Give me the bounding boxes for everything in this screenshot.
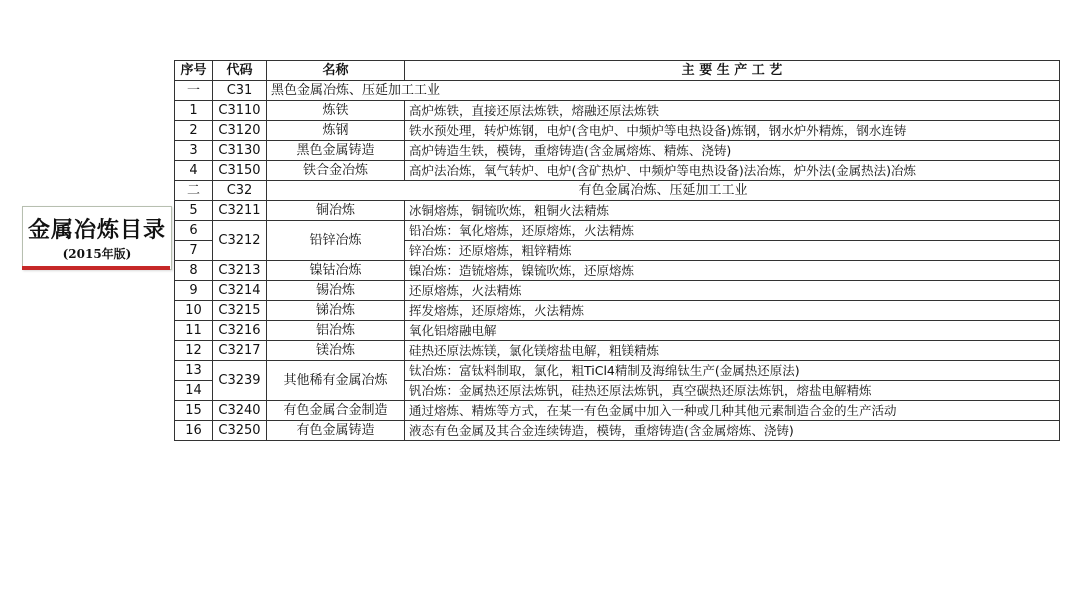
row-no: 12 [175, 341, 213, 361]
section-no: 二 [175, 181, 213, 201]
row-process: 钒冶炼：金属热还原法炼钒，硅热还原法炼钒，真空碳热还原法炼钒，熔盐电解精炼 [405, 381, 1060, 401]
row-code: C3250 [213, 421, 267, 441]
row-process: 通过熔炼、精炼等方式，在某一有色金属中加入一种或几种其他元素制造合金的生产活动 [405, 401, 1060, 421]
row-code: C3214 [213, 281, 267, 301]
row-name: 有色金属合金制造 [267, 401, 405, 421]
row-name: 锑冶炼 [267, 301, 405, 321]
section-row-ferrous [175, 81, 1060, 101]
row-process: 冰铜熔炼，铜锍吹炼，粗铜火法精炼 [405, 201, 1060, 221]
table-row [175, 261, 1060, 281]
row-name: 锡冶炼 [267, 281, 405, 301]
row-process: 镍冶炼：造锍熔炼，镍锍吹炼，还原熔炼 [405, 261, 1060, 281]
row-no: 15 [175, 401, 213, 421]
row-process: 高炉法冶炼，氧气转炉、电炉(含矿热炉、中频炉等电热设备)法冶炼，炉外法(金属热法)冶炼 [405, 161, 1060, 181]
row-no: 13 [175, 361, 213, 381]
row-process: 氧化铝熔融电解 [405, 321, 1060, 341]
table-row [175, 421, 1060, 441]
table-row [175, 221, 1060, 241]
row-name: 铅锌冶炼 [267, 221, 405, 261]
table-row [175, 361, 1060, 381]
row-code: C3110 [213, 101, 267, 121]
table-row [175, 401, 1060, 421]
row-code: C3211 [213, 201, 267, 221]
row-name: 铜冶炼 [267, 201, 405, 221]
section-row-nonferrous [175, 181, 1060, 201]
row-no: 5 [175, 201, 213, 221]
metal-smelting-table [174, 60, 1060, 441]
row-no: 8 [175, 261, 213, 281]
row-code: C3215 [213, 301, 267, 321]
table-row [175, 281, 1060, 301]
row-name: 有色金属铸造 [267, 421, 405, 441]
section-no: 一 [175, 81, 213, 101]
row-name: 铁合金冶炼 [267, 161, 405, 181]
row-process: 挥发熔炼，还原熔炼，火法精炼 [405, 301, 1060, 321]
section-code: C32 [213, 181, 267, 201]
row-code: C3120 [213, 121, 267, 141]
red-underline [22, 266, 170, 270]
row-code: C3217 [213, 341, 267, 361]
row-no: 7 [175, 241, 213, 261]
row-no: 6 [175, 221, 213, 241]
table-row [175, 321, 1060, 341]
row-process: 高炉铸造生铁，模铸，重熔铸造(含金属熔炼、精炼、浇铸) [405, 141, 1060, 161]
section-name: 黑色金属冶炼、压延加工工业 [267, 81, 1060, 101]
header-row [175, 61, 1060, 81]
row-process: 钛冶炼：富钛料制取，氯化，粗TiCl4精制及海绵钛生产(金属热还原法) [405, 361, 1060, 381]
catalog-subtitle: (2015年版) [62, 247, 132, 261]
row-no: 14 [175, 381, 213, 401]
row-code: C3239 [213, 361, 267, 401]
row-process: 还原熔炼，火法精炼 [405, 281, 1060, 301]
row-name: 黑色金属铸造 [267, 141, 405, 161]
row-name: 铝冶炼 [267, 321, 405, 341]
table-row [175, 341, 1060, 361]
table-row [175, 101, 1060, 121]
row-no: 11 [175, 321, 213, 341]
table-row [175, 201, 1060, 221]
row-no: 2 [175, 121, 213, 141]
table-row [175, 161, 1060, 181]
row-code: C3216 [213, 321, 267, 341]
row-process: 铅冶炼：氧化熔炼，还原熔炼，火法精炼 [405, 221, 1060, 241]
row-no: 1 [175, 101, 213, 121]
row-name: 镍钴冶炼 [267, 261, 405, 281]
header-process: 主 要 生 产 工 艺 [405, 61, 1060, 81]
catalog-label [22, 206, 172, 270]
row-name: 其他稀有金属冶炼 [267, 361, 405, 401]
row-name: 炼钢 [267, 121, 405, 141]
row-process: 高炉炼铁，直接还原法炼铁，熔融还原法炼铁 [405, 101, 1060, 121]
row-code: C3150 [213, 161, 267, 181]
table-row [175, 141, 1060, 161]
row-process: 液态有色金属及其合金连续铸造，模铸，重熔铸造(含金属熔炼、浇铸) [405, 421, 1060, 441]
header-no: 序号 [175, 61, 213, 81]
table-row [175, 301, 1060, 321]
row-no: 9 [175, 281, 213, 301]
row-code: C3212 [213, 221, 267, 261]
section-name: 有色金属冶炼、压延加工工业 [267, 181, 1060, 201]
row-code: C3213 [213, 261, 267, 281]
table-row [175, 121, 1060, 141]
header-name: 名称 [267, 61, 405, 81]
header-code: 代码 [213, 61, 267, 81]
row-process: 硅热还原法炼镁，氯化镁熔盐电解，粗镁精炼 [405, 341, 1060, 361]
row-name: 炼铁 [267, 101, 405, 121]
row-no: 3 [175, 141, 213, 161]
catalog-title: 金属冶炼目录 [27, 217, 166, 243]
row-no: 16 [175, 421, 213, 441]
row-process: 铁水预处理，转炉炼钢，电炉(含电炉、中频炉等电热设备)炼钢，钢水炉外精炼，钢水连铸 [405, 121, 1060, 141]
row-process: 锌冶炼：还原熔炼，粗锌精炼 [405, 241, 1060, 261]
row-code: C3130 [213, 141, 267, 161]
row-name: 镁冶炼 [267, 341, 405, 361]
row-no: 4 [175, 161, 213, 181]
row-code: C3240 [213, 401, 267, 421]
section-code: C31 [213, 81, 267, 101]
row-no: 10 [175, 301, 213, 321]
